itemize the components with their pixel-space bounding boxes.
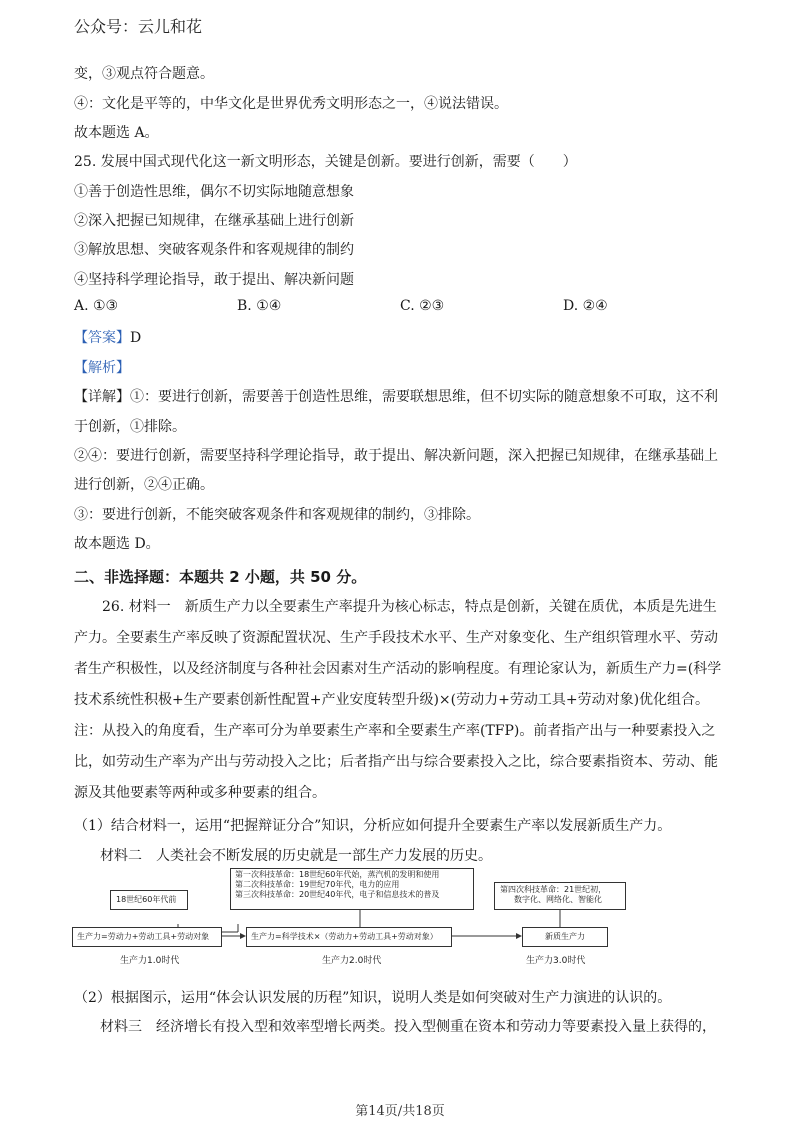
material-1-text: 26. 材料一 新质生产力以全要素生产率提升为核心标志，特点是创新，关键在质优，本质是先进生产力。全要素生产率反映了资源配置状况、生产手段技术水平、生产对象变化、生产组织管理水平、劳动者生产积极性，以及经济制度与各种社会因素对生产活动的影响程度。有理论家认为，新质生产力=(科学技术系统性积极+生产要素创新性配置+产业安度转型升级)×(劳动力+劳动工具+劳动对象)优化组合。注：从投入的角度看，生产率可分为单要素生产率和全要素生产率(TFP)。前者指产出与一种要素投入之比，如劳动生产率为产出与劳动投入之比；后者指产出与综合要素投入之比，综合要素指资本、劳动、能源及其他要素等两种或多种要素的组合。 xyxy=(74,599,722,801)
box-formula-2: 生产力=科学技术×（劳动力+劳动工具+劳动对象） xyxy=(246,927,452,947)
box-formula-3: 新质生产力 xyxy=(522,927,608,947)
material-2-text: 材料二 人类社会不断发展的历史就是一部生产力发展的历史。 xyxy=(100,848,492,864)
box-revolutions-1-3 xyxy=(230,868,474,910)
question-25-item-3: ③解放思想、突破客观条件和客观规律的制约 xyxy=(74,242,354,258)
question-25-item-1: ①善于创造性思维，偶尔不切实际地随意想象 xyxy=(74,184,354,200)
analysis-tag: 【解析】 xyxy=(74,360,130,376)
option-a: A. ①③ xyxy=(74,298,119,314)
sub-question-2: （2）根据图示，运用“体会认识发展的历程”知识，说明人类是如何突破对生产力演进的认识的。 xyxy=(74,990,672,1006)
era-3-label: 生产力3.0时代 xyxy=(526,956,586,966)
account-header: 公众号：云儿和花 xyxy=(74,17,203,36)
material-3-text: 材料三 经济增长有投入型和效率型增长两类。投入型侧重在资本和劳动力等要素投入量上获得的， xyxy=(100,1019,716,1035)
answer-tag: 【答案】 xyxy=(74,330,130,346)
analysis-line xyxy=(74,357,130,377)
detail-tag: 【详解】 xyxy=(74,389,130,405)
era-2-label: 生产力2.0时代 xyxy=(322,956,382,966)
detail-line-5: ③：要进行创新，不能突破客观条件和客观规律的制约，③排除。 xyxy=(74,507,480,523)
option-c: C. ②③ xyxy=(400,298,445,314)
detail-line-3: ②④：要进行创新，需要坚持科学理论指导，敢于提出、解决新问题，深入把握已知规律，在继承基础上 xyxy=(74,448,718,464)
box-formula-1: 生产力=劳动力+劳动工具+劳动对象 xyxy=(72,927,222,947)
option-b: B. ①④ xyxy=(237,298,282,314)
question-25-stem: 25. 发展中国式现代化这一新文明形态，关键是创新。要进行创新，需要（ ） xyxy=(74,154,577,170)
answer-value: D xyxy=(130,330,142,346)
sub-question-1: （1）结合材料一，运用“把握辩证分合”知识，分析应如何提升全要素生产率以发展新质生产力。 xyxy=(74,818,672,834)
detail-line-2: 于创新，①排除。 xyxy=(74,419,186,435)
question-25-item-4: ④坚持科学理论指导，敢于提出、解决新问题 xyxy=(74,272,354,288)
revolution-4-line-2: 数字化、网络化、智能化 xyxy=(514,895,602,904)
prev-answer-conclusion: 故本题选 A。 xyxy=(74,125,159,141)
section-2-title: 二、非选择题：本题共 2 小题，共 50 分。 xyxy=(74,568,367,586)
answer-line xyxy=(74,327,141,347)
prev-answer-line-1: 变，③观点符合题意。 xyxy=(74,66,214,82)
era-1-label: 生产力1.0时代 xyxy=(120,956,180,966)
question-25-conclusion: 故本题选 D。 xyxy=(74,536,160,552)
revolution-2: 第二次科技革命：19世纪70年代，电力的应用 xyxy=(235,880,400,889)
revolution-1: 第一次科技革命：18世纪60年代始，蒸汽机的发明和使用 xyxy=(235,870,440,879)
detail-line-1 xyxy=(74,386,718,406)
revolution-3: 第三次科技革命：20世纪40年代，电子和信息技术的普及 xyxy=(235,890,440,899)
detail-line-4: 进行创新，②④正确。 xyxy=(74,477,214,493)
revolution-4-line-1: 第四次科技革命：21世纪初， xyxy=(500,885,607,894)
material-1-paragraph xyxy=(74,592,730,809)
box-pre-revolution: 18世纪60年代前 xyxy=(110,890,188,910)
page-number: 第14页/共18页 xyxy=(355,1104,445,1119)
productivity-evolution-diagram xyxy=(70,868,730,970)
question-25-item-2: ②深入把握已知规律，在继承基础上进行创新 xyxy=(74,213,354,229)
detail-text-1a: ①：要进行创新，需要善于创造性思维，需要联想思维，但不切实际的随意想象不可取，这不利 xyxy=(130,389,718,405)
box-revolution-4 xyxy=(494,882,626,910)
prev-answer-line-2: ④：文化是平等的，中华文化是世界优秀文明形态之一，④说法错误。 xyxy=(74,96,508,112)
option-d: D. ②④ xyxy=(563,298,608,314)
